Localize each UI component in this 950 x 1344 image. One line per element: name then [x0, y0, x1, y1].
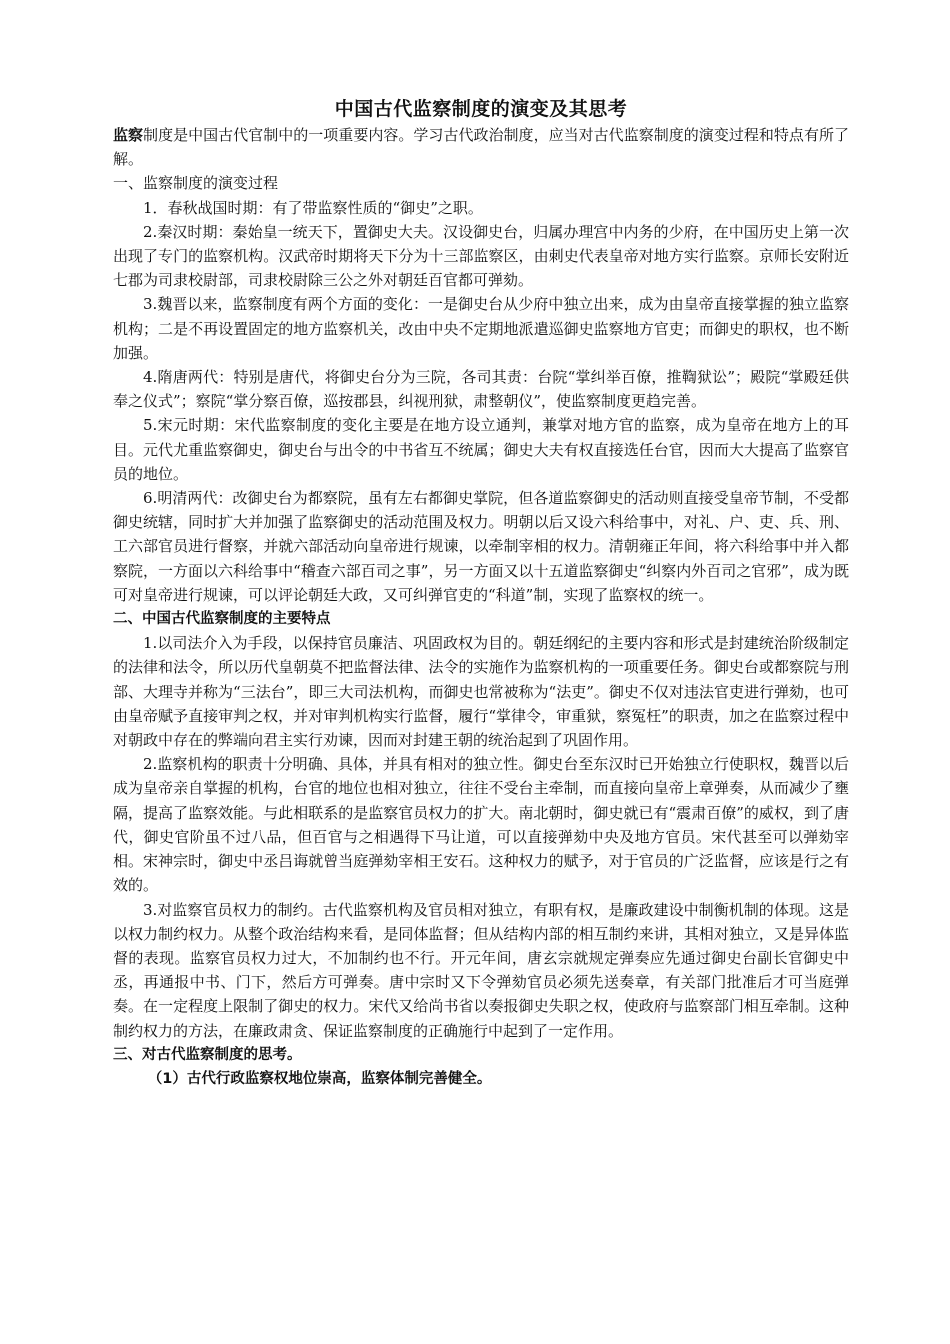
section1-paragraph: 5.宋元时期：宋代监察制度的变化主要是在地方设立通判，兼掌对地方官的监察，成为皇帝在地方上的耳目。元代尤重监察御史，御史台与出令的中书省互不统属；御史大夫有权直接选任台官，因而大大提高了监察官员的地位。 [113, 416, 849, 483]
intro-text: 制度是中国古代官制中的一项重要内容。学习古代政治制度，应当对古代监察制度的演变过程和特点有所了解。 [113, 126, 849, 169]
section1-heading: 一、监察制度的演变过程 [113, 174, 279, 193]
document-page [113, 95, 849, 1091]
section2-paragraph: 1.以司法介入为手段，以保持官员廉洁、巩固政权为目的。朝廷纲纪的主要内容和形式是封建统治阶级制定的法律和法令，所以历代皇朝莫不把监督法律、法令的实施作为监察机构的一项重要任务。御史台或都察院与刑部、大理寺并称为“三法台”，即三大司法机构，而御史也常被称为“法吏”。御史不仅对违法官吏进行弹劾，也可由皇帝赋予直接审判之权，并对审判机构实行监督，履行“掌律令，审重狱，察冤枉”的职责，加之在监察过程中对朝政中存在的弊端向君主实行劝谏，因而对封建王朝的统治起到了巩固作用。 [113, 634, 849, 750]
section1-paragraph: 3.魏晋以来，监察制度有两个方面的变化：一是御史台从少府中独立出来，成为由皇帝直接掌握的独立监察机构；二是不再设置固定的地方监察机关，改由中央不定期地派遣巡御史监察地方官吏；而御史的职权，也不断加强。 [113, 295, 849, 362]
section1-paragraph: 1．春秋战国时期：有了带监察性质的“御史”之职。 [143, 198, 483, 217]
section1-paragraph: 2.秦汉时期：秦始皇一统天下，置御史大夫。汉设御史台，归属办理宫中内务的少府，在中国历史上第一次出现了专门的监察机构。汉武帝时期将天下分为十三部监察区，由刺史代表皇帝对地方实行监察。京师长安附近七郡为司隶校尉部，司隶校尉除三公之外对朝廷百官都可弹劾。 [113, 222, 849, 290]
section2-paragraph: 2.监察机构的职责十分明确、具体，并具有相对的独立性。御史台至东汉时已开始独立行使职权，魏晋以后成为皇帝亲自掌握的机构，台官的地位也相对独立，往往不受台主牵制，而直接向皇帝上章弹奏，从而减少了壅隔，提高了监察效能。与此相联系的是监察官员权力的扩大。南北朝时，御史就已有“震肃百僚”的威权，到了唐代，御史官阶虽不过八品，但百官与之相遇得下马让道，可以直接弹劾中央及地方官员。宋代甚至可以弹劾宰相。宋神宗时，御史中丞吕诲就曾当庭弹劾宰相王安石。这种权力的赋予，对于官员的广泛监督，应该是行之有效的。 [113, 755, 849, 895]
section3-subheading: （1）古代行政监察权地位崇高，监察体制完善健全。 [147, 1070, 492, 1087]
document-title: 中国古代监察制度的演变及其思考 [334, 98, 628, 120]
section1-paragraph: 4.隋唐两代：特别是唐代，将御史台分为三院，各司其责：台院“掌纠举百僚，推鞫狱讼”；殿院“掌殿廷供奉之仪式”；察院“掌分察百僚，巡按郡县，纠视刑狱，肃整朝仪”，使监察制度更趋完善。 [113, 368, 849, 411]
section2-heading: 二、中国古代监察制度的主要特点 [113, 611, 331, 628]
section1-paragraph: 6.明清两代：改御史台为都察院，虽有左右都御史掌院，但各道监察御史的活动则直接受皇帝节制，不受都御史统辖，同时扩大并加强了监察御史的活动范围及权力。明朝以后又设六科给事中，对礼、户、吏、兵、刑、工六部官员进行督察，并就六部活动向皇帝进行规谏，以牵制宰相的权力。清朝雍正年间，将六科给事中并入都察院，一方面以六科给事中“稽查六部百司之事”，另一方面又以十五道监察御史“纠察内外百司之官邪”，成为既可对皇帝进行规谏，可以评论朝廷大政，又可纠弹官吏的“科道”制，实现了监察权的统一。 [113, 489, 849, 604]
section3-heading: 三、对古代监察制度的思考。 [113, 1046, 302, 1063]
intro-lead: 监察 [113, 126, 144, 144]
intro-paragraph [113, 123, 849, 171]
section2-paragraph: 3.对监察官员权力的制约。古代监察机构及官员相对独立，有职有权，是廉政建设中制衡机制的体现。这是以权力制约权力。从整个政治结构来看，是同体监督；但从结构内部的相互制约来讲，其相对独立，又是异体监督的表现。监察官员权力过大，不加制约也不行。开元年间，唐玄宗就规定弹奏应先通过御史台副长官御史中丞，再通报中书、门下，然后方可弹奏。唐中宗时又下令弹劾官员必须先送奏章，有关部门批准后才可当庭弹奏。在一定程度上限制了御史的权力。宋代又给尚书省以奏报御史失职之权，使政府与监察部门相互牵制。这种制约权力的方法，在廉政肃贪、保证监察制度的正确施行中起到了一定作用。 [113, 900, 849, 1040]
